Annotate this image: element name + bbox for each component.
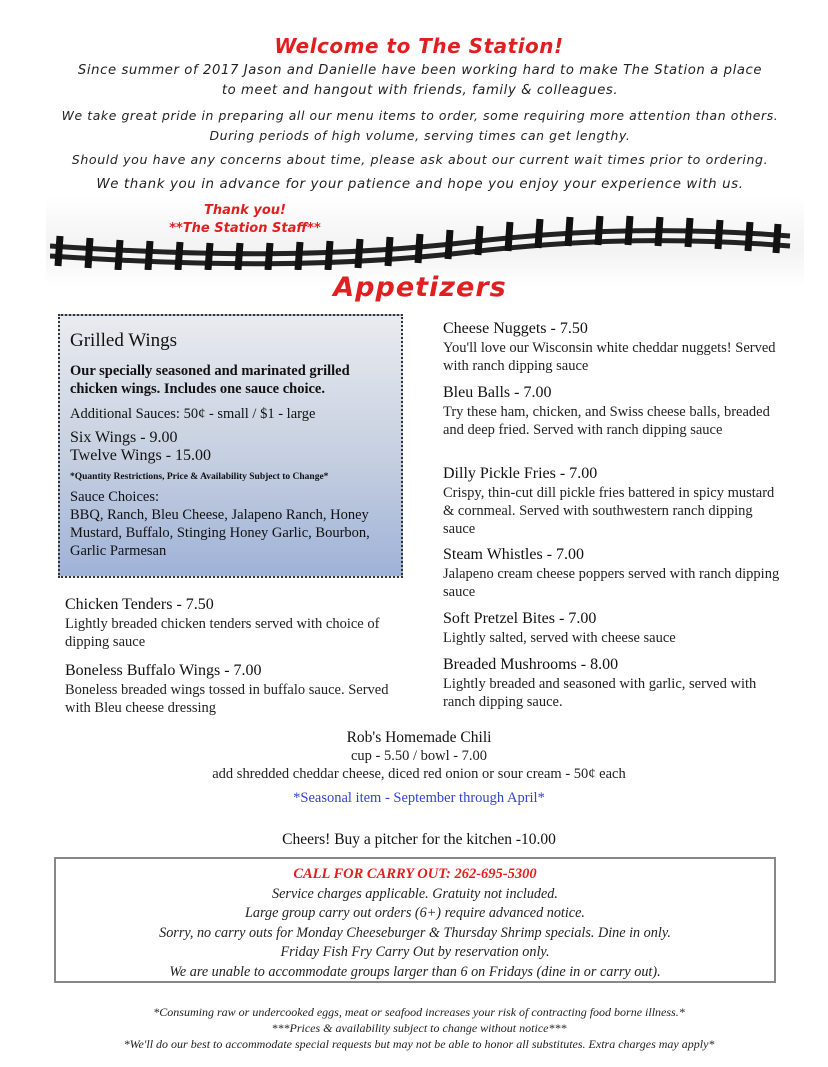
seasonal-note: *Seasonal item - September through April* xyxy=(293,790,545,806)
wings-title: Grilled Wings xyxy=(70,330,178,351)
menu-item-name: Breaded Mushrooms - 8.00 xyxy=(443,656,619,673)
intro-line: We take great pride in preparing all our menu items to order, some requiring more attention than others. xyxy=(61,108,779,123)
sauce-choices-list: BBQ, Ranch, Bleu Cheese, Jalapeno Ranch, Honey Mustard, Buffalo, Stinging Honey Garlic, Bourbon, Garlic Parmesan xyxy=(70,507,370,559)
menu-item xyxy=(65,661,410,717)
menu-item-name: Boneless Buffalo Wings - 7.00 xyxy=(65,662,262,679)
menu-item-name: Soft Pretzel Bites - 7.00 xyxy=(443,610,597,627)
chili-addons: add shredded cheddar cheese, diced red onion or sour cream - 50¢ each xyxy=(212,766,626,782)
cheers-offer: Cheers! Buy a pitcher for the kitchen -10.00 xyxy=(282,831,556,848)
carry-out-line: Sorry, no carry outs for Monday Cheeseburger & Thursday Shrimp specials. Dine in only. xyxy=(159,924,671,941)
intro-line: to meet and hangout with friends, family & colleagues. xyxy=(221,83,619,98)
intro-line: Since summer of 2017 Jason and Danielle have been working hard to make The Station a place xyxy=(77,63,763,78)
grilled-wings-box xyxy=(58,314,403,578)
intro-paragraph-3: Should you have any concerns about time, please ask about our current wait times prior to ordering. xyxy=(71,152,769,167)
intro-paragraph-1 xyxy=(40,61,800,101)
thank-you-line: Thank you! xyxy=(204,203,286,218)
menu-item xyxy=(443,383,788,439)
menu-item xyxy=(443,655,788,711)
footer-line: ***Prices & availability subject to change without notice*** xyxy=(271,1021,567,1035)
chili-price: cup - 5.50 / bowl - 7.00 xyxy=(350,748,488,764)
welcome-title: Welcome to The Station! xyxy=(274,34,564,58)
menu-item-description: Try these ham, chicken, and Swiss cheese balls, breaded and deep fried. Served with ranch dipping sauce xyxy=(443,404,770,438)
staff-signature: **The Station Staff** xyxy=(169,221,321,236)
thank-you-note xyxy=(150,202,340,238)
intro-paragraph-4: We thank you in advance for your patience and hope you enjoy your experience with us. xyxy=(96,177,744,192)
menu-item xyxy=(443,545,788,601)
menu-item-description: Lightly breaded chicken tenders served with choice of dipping sauce xyxy=(65,616,380,650)
footer-line: *Consuming raw or undercooked eggs, meat or seafood increases your risk of contracting food borne illness.* xyxy=(153,1005,685,1019)
menu-item-name: Bleu Balls - 7.00 xyxy=(443,384,552,401)
chili-name: Rob's Homemade Chili xyxy=(346,729,492,746)
menu-item-description: Lightly salted, served with cheese sauce xyxy=(443,630,676,646)
menu-item-name: Cheese Nuggets - 7.50 xyxy=(443,320,588,337)
footer-disclaimers xyxy=(0,1004,828,1052)
menu-item-name: Dilly Pickle Fries - 7.00 xyxy=(443,465,598,482)
menu-item-description: Boneless breaded wings tossed in buffalo sauce. Served with Bleu cheese dressing xyxy=(65,682,389,716)
wings-note: *Quantity Restrictions, Price & Availability Subject to Change* xyxy=(70,472,329,482)
chili-item xyxy=(0,728,828,783)
intro-paragraph-2 xyxy=(40,106,800,146)
carry-out-line: We are unable to accommodate groups larger than 6 on Fridays (dine in or carry out). xyxy=(169,963,661,980)
carry-out-line: Friday Fish Fry Carry Out by reservation only. xyxy=(280,944,550,960)
wings-description: Our specially seasoned and marinated grilled chicken wings. Includes one sauce choice. xyxy=(70,363,350,397)
carry-out-line: Large group carry out orders (6+) require advanced notice. xyxy=(245,905,585,921)
menu-item xyxy=(443,464,788,538)
footer-line: *We'll do our best to accommodate special requests but may not be able to honor all substitutes. Extra charges may apply* xyxy=(123,1037,715,1051)
intro-line: During periods of high volume, serving times can get lengthy. xyxy=(209,128,631,143)
sauce-choices-label: Sauce Choices: xyxy=(70,489,159,505)
carry-out-box xyxy=(54,857,776,983)
menu-item xyxy=(65,595,410,651)
carry-out-line: Service charges applicable. Gratuity not included. xyxy=(272,885,558,902)
wings-additional-sauces: Additional Sauces: 50¢ - small / $1 - large xyxy=(70,406,316,422)
menu-item-name: Steam Whistles - 7.00 xyxy=(443,546,585,563)
menu-item xyxy=(443,609,788,647)
wings-twelve-price: Twelve Wings - 15.00 xyxy=(70,447,212,464)
menu-item-description: Crispy, thin-cut dill pickle fries battered in spicy mustard & cornmeal. Served with southwestern ranch dipping sauce xyxy=(443,485,775,537)
menu-item-name: Chicken Tenders - 7.50 xyxy=(65,596,214,613)
menu-item-description: Jalapeno cream cheese poppers served with ranch dipping sauce xyxy=(443,566,780,600)
carry-out-phone: CALL FOR CARRY OUT: 262-695-5300 xyxy=(293,866,537,882)
wings-six-price: Six Wings - 9.00 xyxy=(70,429,178,446)
menu-item-description: Lightly breaded and seasoned with garlic, served with ranch dipping sauce. xyxy=(443,676,757,710)
menu-item xyxy=(443,319,788,375)
section-title: Appetizers xyxy=(333,272,507,303)
menu-item-description: You'll love our Wisconsin white cheddar nuggets! Served with ranch dipping sauce xyxy=(443,340,776,374)
